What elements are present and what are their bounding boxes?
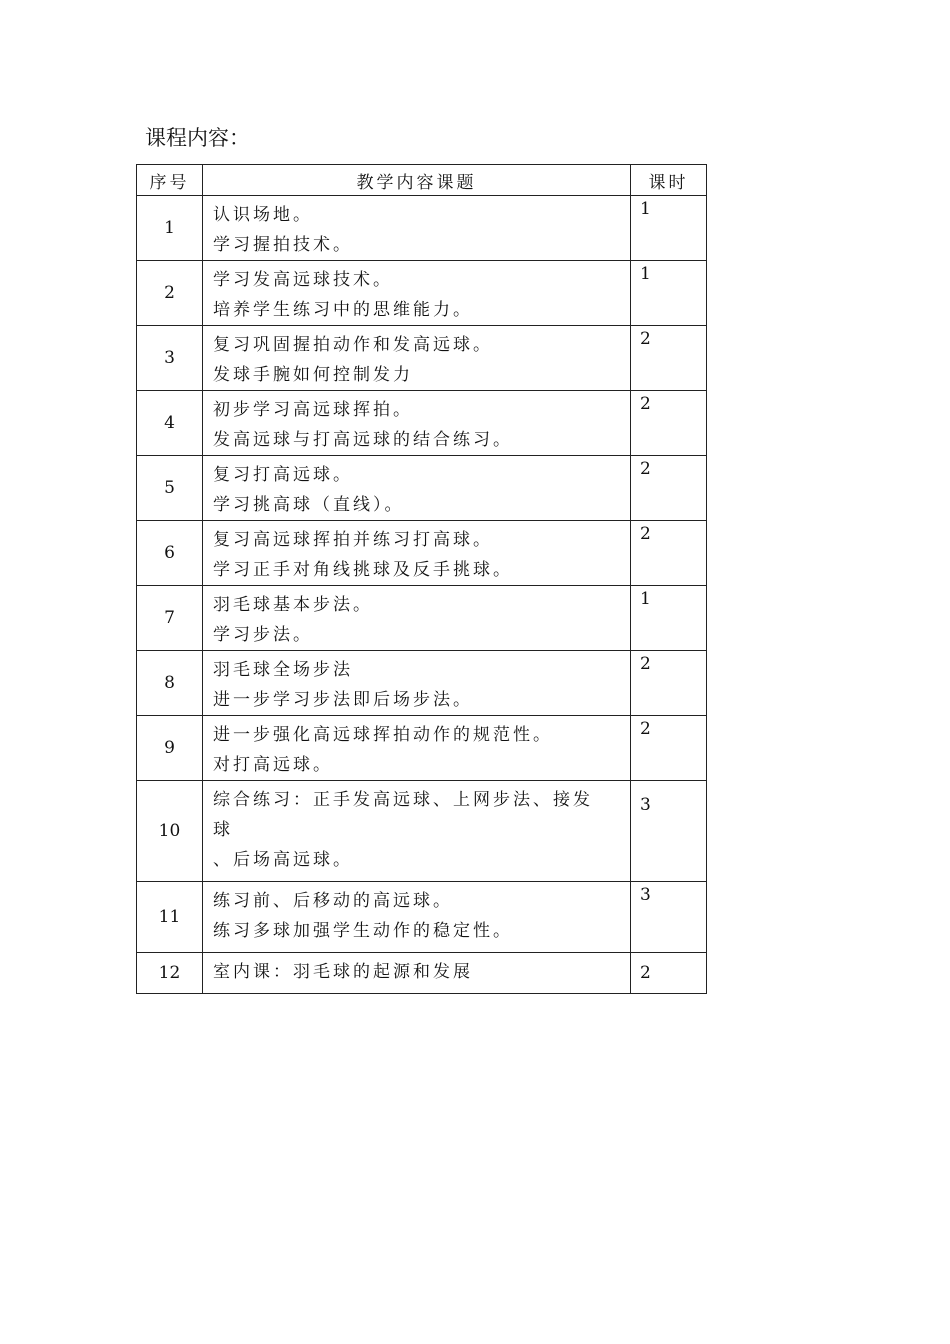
topic-line: 培养学生练习中的思维能力。 (213, 300, 473, 320)
row-hours: 2 (631, 651, 707, 716)
row-number: 5 (137, 456, 203, 521)
table-row (137, 882, 707, 953)
row-topic (203, 456, 631, 521)
table-row (137, 781, 707, 882)
topic-line: 学习发高远球技术。 (213, 270, 393, 290)
row-hours: 1 (631, 261, 707, 326)
topic-line: 复习巩固握拍动作和发高远球。 (213, 335, 493, 355)
row-hours: 3 (631, 781, 707, 882)
row-hours: 2 (631, 521, 707, 586)
row-hours: 1 (631, 586, 707, 651)
row-hours: 3 (631, 882, 707, 953)
topic-line: 羽毛球基本步法。 (213, 595, 373, 615)
topic-line: 对打高远球。 (213, 755, 333, 775)
topic-line: 、后场高远球。 (213, 850, 353, 870)
topic-line: 练习多球加强学生动作的稳定性。 (213, 921, 513, 941)
topic-line: 学习握拍技术。 (213, 235, 353, 255)
row-number: 9 (137, 716, 203, 781)
topic-line: 发高远球与打高远球的结合练习。 (213, 430, 513, 450)
header-topic: 教学内容课题 (203, 165, 631, 196)
topic-line: 学习步法。 (213, 625, 313, 645)
row-topic (203, 651, 631, 716)
table-row (137, 326, 707, 391)
row-hours: 1 (631, 196, 707, 261)
topic-line: 认识场地。 (213, 205, 313, 225)
topic-line: 复习高远球挥拍并练习打高球。 (213, 530, 493, 550)
topic-line: 进一步学习步法即后场步法。 (213, 690, 473, 710)
topic-line: 球 (213, 820, 233, 840)
table-row (137, 196, 707, 261)
row-hours: 2 (631, 953, 707, 994)
topic-line: 学习挑高球（直线）。 (213, 495, 405, 515)
table-row (137, 456, 707, 521)
topic-line: 初步学习高远球挥拍。 (213, 400, 413, 420)
row-number: 11 (137, 882, 203, 953)
topic-line: 羽毛球全场步法 (213, 660, 353, 680)
table-row (137, 261, 707, 326)
table-header-row (137, 165, 707, 196)
topic-line: 进一步强化高远球挥拍动作的规范性。 (213, 725, 553, 745)
topic-line: 学习正手对角线挑球及反手挑球。 (213, 560, 513, 580)
table-row (137, 391, 707, 456)
row-number: 12 (137, 953, 203, 994)
row-number: 8 (137, 651, 203, 716)
row-hours: 2 (631, 716, 707, 781)
table-row (137, 521, 707, 586)
row-topic (203, 326, 631, 391)
row-number: 1 (137, 196, 203, 261)
row-topic (203, 261, 631, 326)
row-topic (203, 391, 631, 456)
row-number: 2 (137, 261, 203, 326)
row-topic (203, 196, 631, 261)
row-number: 10 (137, 781, 203, 882)
row-hours: 2 (631, 391, 707, 456)
table-row (137, 586, 707, 651)
topic-line: 发球手腕如何控制发力 (213, 365, 413, 385)
topic-line: 练习前、后移动的高远球。 (213, 891, 453, 911)
row-topic (203, 586, 631, 651)
row-number: 4 (137, 391, 203, 456)
row-topic (203, 953, 631, 994)
header-hours: 课时 (631, 165, 707, 196)
table-row (137, 716, 707, 781)
row-number: 6 (137, 521, 203, 586)
table-row (137, 953, 707, 994)
page-heading: 课程内容： (145, 126, 250, 150)
row-number: 7 (137, 586, 203, 651)
row-topic (203, 781, 631, 882)
row-topic (203, 882, 631, 953)
row-topic (203, 521, 631, 586)
row-topic (203, 716, 631, 781)
course-table (136, 164, 707, 994)
topic-line: 室内课：羽毛球的起源和发展 (213, 962, 473, 982)
row-hours: 2 (631, 326, 707, 391)
row-number: 3 (137, 326, 203, 391)
row-hours: 2 (631, 456, 707, 521)
topic-line: 复习打高远球。 (213, 465, 353, 485)
header-number: 序号 (137, 165, 203, 196)
table-row (137, 651, 707, 716)
topic-line: 综合练习：正手发高远球、上网步法、接发 (213, 790, 593, 810)
